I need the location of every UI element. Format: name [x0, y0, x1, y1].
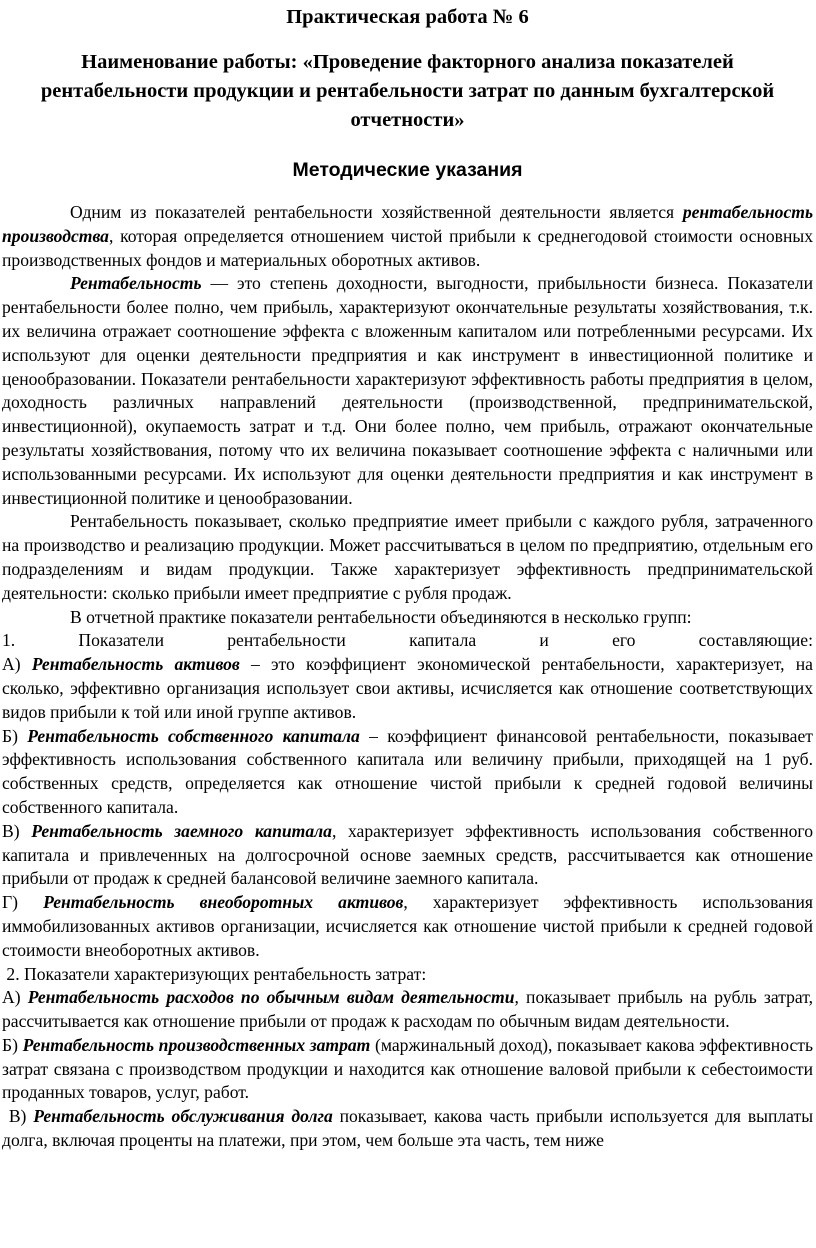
text: , характеризует эффективность использования собственного капитала и привлеченных на долгосрочной основе заемных средств, рассчитывается как отношение прибыли от продаж к средней балансовой величине заемного капитала.	[2, 820, 813, 889]
term-debt-capital-profitability: Рентабельность заемного капитала	[31, 820, 332, 841]
text: — это степень доходности, выгодности, прибыльности бизнеса. Показатели рентабельности более полно, чем прибыль, характеризуют окончательные результаты хозяйствования, т.к. их величина отражает соотношение эффекта с вложенным капиталом или потребленными ресурсами. Их используют для оценки деятельности предприятия и как инструмент в инвестиционной политике и ценообразовании. Показатели рентабельности характеризуют эффективность работы предприятия в целом, доходность различных направлений деятельности (производственной, предпринимательской, инвестиционной), окупаемость затрат и т.д. Они более полно, чем прибыль, отражают окончательные результаты хозяйствования, потому что их величина показывает соотношение эффекта с наличными или использованными ресурсами. Их используют для оценки деятельности предприятия и как инструмент в инвестиционной политике и ценообразовании.	[2, 273, 813, 508]
item-marker: Г)	[2, 892, 44, 913]
text: , которая определяется отношением чистой прибыли к среднегодовой стоимости основных производственных фондов и материальных оборотных активов.	[2, 225, 813, 270]
term-noncurrent-assets-profitability: Рентабельность внеоборотных активов	[43, 892, 404, 913]
term-production-costs-profitability: Рентабельность производственных затрат	[22, 1034, 371, 1055]
text: показывает, какова часть прибыли используется для выплаты долга, включая проценты на платежи, при этом, чем больше эта часть, тем ниже	[2, 1106, 814, 1151]
group-1-heading: 1. Показатели рентабельности капитала и его составляющие:	[2, 630, 813, 651]
paragraph-1	[2, 201, 813, 272]
item-marker: В)	[2, 820, 32, 841]
item-marker: Б)	[2, 725, 28, 746]
item-v2	[2, 1105, 813, 1153]
term-production-profitability: рентабельность производства	[2, 202, 813, 246]
item-g	[2, 891, 813, 962]
term-profitability: Рентабельность	[70, 273, 202, 294]
item-v	[2, 820, 813, 891]
item-a2	[2, 986, 813, 1034]
item-marker: А)	[2, 654, 32, 675]
item-marker: А)	[2, 987, 28, 1008]
text: – это коэффициент экономической рентабельности, характеризует, на сколько, эффективно организация использует свои активы, исчисляется как отношение соответствующих видов прибыли к той или иной группе активов.	[2, 654, 813, 722]
term-debt-service-profitability: Рентабельность обслуживания долга	[33, 1106, 333, 1127]
text: Одним из показателей рентабельности хозяйственной деятельности является	[70, 202, 683, 222]
item-marker: Б)	[2, 1034, 23, 1055]
doc-subtitle: Наименование работы: «Проведение факторного анализа показателей рентабельности продукции и рентабельности затрат по данным бухгалтерской отчетности»	[40, 51, 775, 131]
document-body	[2, 201, 813, 1153]
item-b2	[2, 1034, 813, 1105]
term-ordinary-expenses-profitability: Рентабельность расходов по обычным видам деятельности	[27, 987, 515, 1008]
text: , характеризует эффективность использования иммобилизованных активов организации, исчисляется как отношение чистой прибыли к средней годовой стоимости внеоборотных активов.	[2, 892, 813, 960]
section-heading: Методические указания	[292, 159, 523, 181]
doc-title: Практическая работа № 6	[286, 6, 529, 28]
term-equity-profitability: Рентабельность собственного капитала	[27, 725, 360, 746]
text: , показывает прибыль на рубль затрат, рассчитывается как отношение прибыли от продаж к расходам по обычным видам деятельности.	[2, 987, 814, 1032]
paragraph-2	[2, 272, 813, 510]
text: (маржинальный доход), показывает какова эффективность затрат связана с производством продукции и находится как отношение валовой прибыли к себестоимости проданных товаров, услуг, работ.	[2, 1034, 813, 1103]
paragraph-3: Рентабельность показывает, сколько предприятие имеет прибыли с каждого рубля, затраченного на производство и реализацию продукции. Может рассчитываться в целом по предприятию, отдельным его подразделениям и видам продукции. Также характеризует эффективность предпринимательской деятельности: сколько прибыли имеет предприятие с рубля продаж.	[2, 511, 813, 603]
paragraph-4: В отчетной практике показатели рентабельности объединяются в несколько групп:	[70, 606, 692, 627]
group-2-heading: 2. Показатели характеризующих рентабельность затрат:	[2, 963, 427, 984]
text: – коэффициент финансовой рентабельности, показывает эффективность использования собственного капитала или величину прибыли, приходящей на 1 руб. собственных средств, определяется как отношение чистой прибыли к средней годовой величины собственного капитала.	[2, 725, 813, 817]
item-a	[2, 653, 813, 724]
item-marker: В)	[2, 1106, 34, 1127]
item-b	[2, 725, 813, 820]
term-assets-profitability: Рентабельность активов	[31, 654, 240, 675]
